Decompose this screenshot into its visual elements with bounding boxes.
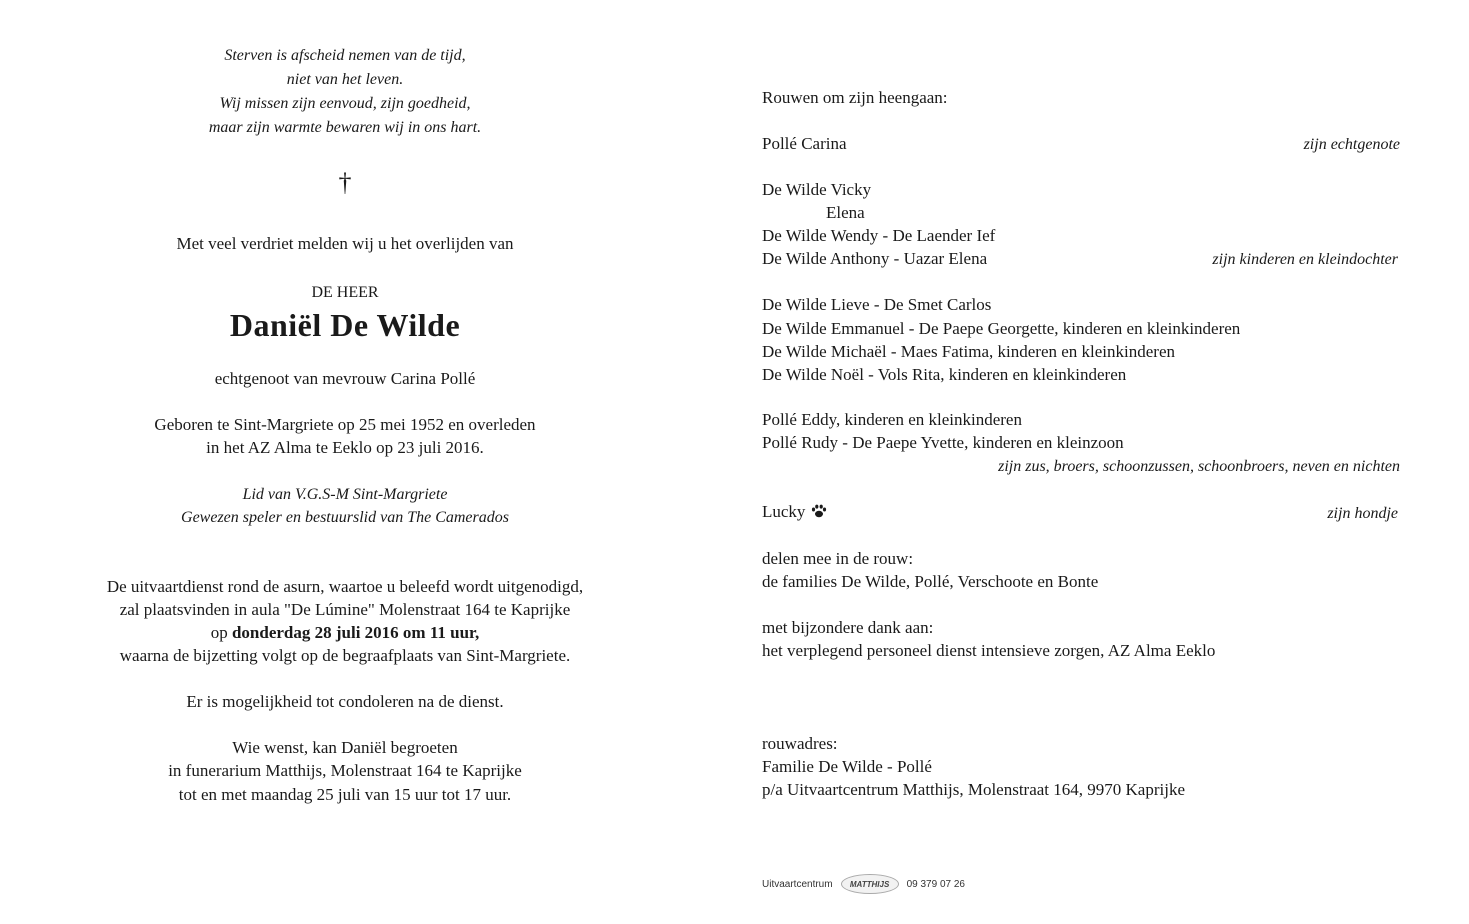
sibling-line: De Wilde Noël - Vols Rita, kinderen en kleinkinderen xyxy=(762,365,1127,384)
paw-icon xyxy=(811,504,827,518)
spouse-relation: zijn echtgenote xyxy=(1303,136,1400,153)
visit-line: tot en met maandag 25 juli van 15 uur tot 17 uur. xyxy=(178,785,512,804)
deceased-name: Daniël De Wilde xyxy=(229,307,461,343)
child-line: De Wilde Vicky xyxy=(762,180,872,199)
share-line: de families De Wilde, Pollé, Verschoote en Bonte xyxy=(762,572,1099,591)
pet-name: Lucky xyxy=(762,502,806,521)
visit-line: Wie wenst, kan Daniël begroeten xyxy=(232,738,458,757)
poem-line: Wij missen zijn eenvoud, zijn goedheid, xyxy=(219,95,471,112)
children-relation: zijn kinderen en kleindochter xyxy=(1212,251,1398,268)
membership-line: Gewezen speler en bestuurslid van The Camerados xyxy=(181,509,509,526)
footer-label: Uitvaartcentrum xyxy=(762,878,833,890)
intro-text: Met veel verdriet melden wij u het overlijden van xyxy=(176,234,514,253)
share-line: delen mee in de rouw: xyxy=(762,549,914,568)
child-line: De Wilde Wendy - De Laender Ief xyxy=(762,226,996,245)
mourners-heading: Rouwen om zijn heengaan: xyxy=(762,88,948,107)
sibling-line: Pollé Rudy - De Paepe Yvette, kinderen en kleinzoon xyxy=(762,433,1124,452)
footer xyxy=(762,874,965,894)
cross-icon: † xyxy=(338,168,352,197)
address-line: rouwadres: xyxy=(762,734,838,753)
service-date: donderdag 28 juli 2016 om 11 uur, xyxy=(231,623,480,642)
service-date-prefix: op xyxy=(210,623,232,642)
sibling-line: De Wilde Lieve - De Smet Carlos xyxy=(762,295,992,314)
pet-line xyxy=(762,500,827,523)
sibling-line: Pollé Eddy, kinderen en kleinkinderen xyxy=(762,410,1022,429)
membership-line: Lid van V.G.S-M Sint-Margriete xyxy=(242,486,448,503)
right-page xyxy=(762,0,1422,924)
child-line: De Wilde Anthony - Uazar Elena xyxy=(762,249,988,268)
title-prefix: DE HEER xyxy=(311,284,379,301)
poem-line: niet van het leven. xyxy=(286,71,404,88)
address-line: p/a Uitvaartcentrum Matthijs, Molenstraat 164, 9970 Kaprijke xyxy=(762,780,1186,799)
poem-line: Sterven is afscheid nemen van de tijd, xyxy=(224,47,466,64)
birth-death-line: in het AZ Alma te Eeklo op 23 juli 2016. xyxy=(206,438,484,457)
poem-line: maar zijn warmte bewaren wij in ons hart. xyxy=(208,119,482,136)
pet-relation: zijn hondje xyxy=(1327,505,1398,522)
spouse-line: echtgenoot van mevrouw Carina Pollé xyxy=(214,369,476,388)
birth-death-line: Geboren te Sint-Margriete op 25 mei 1952 en overleden xyxy=(154,415,536,434)
sibling-line: De Wilde Emmanuel - De Paepe Georgette, kinderen en kleinkinderen xyxy=(762,319,1241,338)
service-date-line xyxy=(0,621,690,644)
service-line: zal plaatsvinden in aula "De Lúmine" Molenstraat 164 te Kaprijke xyxy=(119,600,571,619)
condolence-text: Er is mogelijkheid tot condoleren na de dienst. xyxy=(186,692,504,711)
left-page xyxy=(0,0,690,924)
footer-phone: 09 379 07 26 xyxy=(906,878,965,890)
service-line: waarna de bijzetting volgt op de begraafplaats van Sint-Margriete. xyxy=(119,646,571,665)
thanks-line: met bijzondere dank aan: xyxy=(762,618,934,637)
sibling-line: De Wilde Michaël - Maes Fatima, kinderen en kleinkinderen xyxy=(762,342,1176,361)
grandchild-line: Elena xyxy=(826,203,865,222)
siblings-relation: zijn zus, broers, schoonzussen, schoonbroers, neven en nichten xyxy=(998,458,1400,475)
thanks-line: het verplegend personeel dienst intensieve zorgen, AZ Alma Eeklo xyxy=(762,641,1216,660)
matthijs-logo: MATTHIJS xyxy=(841,874,899,894)
spouse-name: Pollé Carina xyxy=(762,134,847,153)
address-line: Familie De Wilde - Pollé xyxy=(762,757,932,776)
service-line: De uitvaartdienst rond de asurn, waartoe u beleefd wordt uitgenodigd, xyxy=(106,577,584,596)
visit-line: in funerarium Matthijs, Molenstraat 164 te Kaprijke xyxy=(168,761,522,780)
